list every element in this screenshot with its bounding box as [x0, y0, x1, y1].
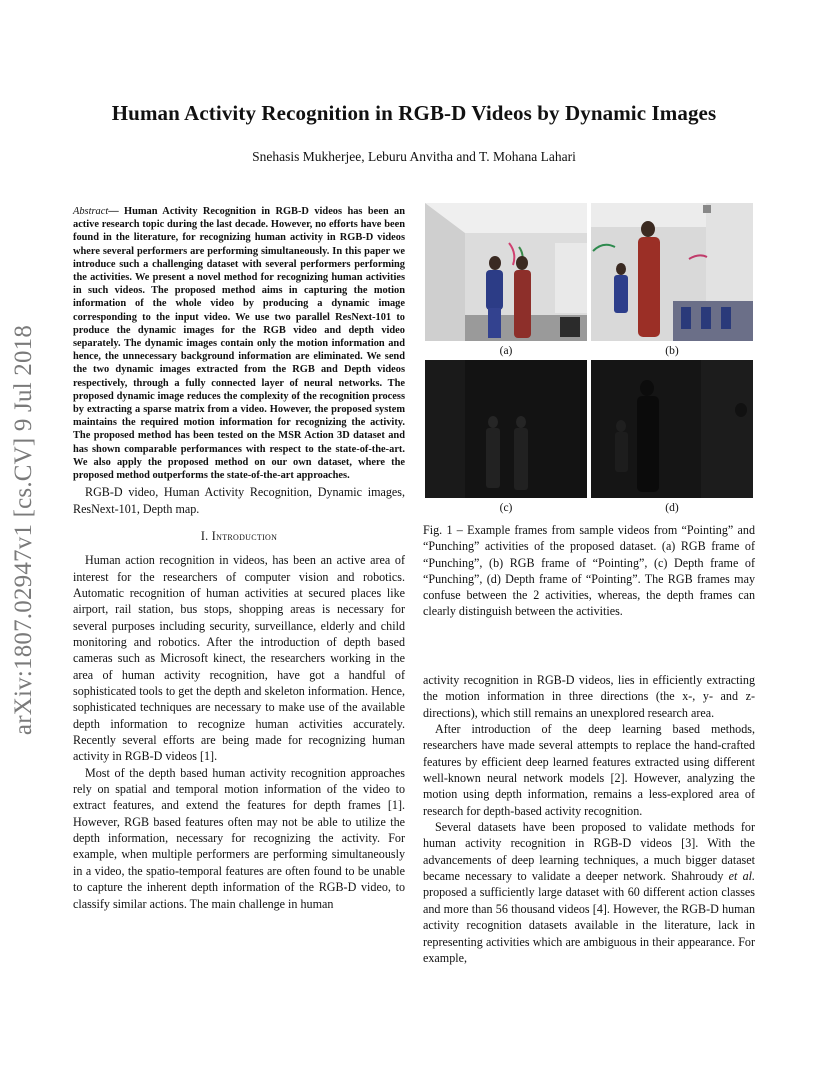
right-paragraph-1: activity recognition in RGB-D videos, lies in efficiently extracting the motion information in three directions (the x-, y- and z-directions), which still remains an unexplored research area.: [423, 673, 755, 720]
figure-frame-d-depth-pointing: [591, 360, 753, 498]
paper-authors: Snehasis Mukherjee, Leburu Anvitha and T. Mohana Lahari: [252, 149, 576, 164]
subfigure-label-c: (c): [499, 502, 513, 514]
right-paragraph-3-text-a: Several datasets have been proposed to validate methods for human activity recognition in RGB-D videos [3]. With the advancements of deep learning techniques, a much bigger dataset became necessary to validate a deeper network. Shahroudy: [423, 820, 755, 884]
paper-title: Human Activity Recognition in RGB-D Videos by Dynamic Images: [111, 101, 717, 125]
arxiv-watermark: [2, 300, 46, 760]
right-paragraph-3-etal: et al.: [728, 869, 756, 884]
subfigure-label-a: (a): [499, 345, 513, 357]
right-paragraph-3: [423, 819, 755, 966]
section-heading-introduction: I. Introduction: [200, 528, 278, 543]
abstract-text: — Human Activity Recognition in RGB-D videos has been an active research topic during the last decade. However, no efforts have been found in the literature, for recognizing human activity in RGB-D videos where several performers are performing simultaneously. In this paper we introduce such a challenging dataset with several performers performing the activities. We present a novel method for recognizing human activities in such videos. The proposed method aims in capturing the motion information of the whole video by producing a dynamic image corresponding to the input video. We use two parallel ResNext-101 to produce the dynamic images for the RGB video and depth video separately. The dynamic images contain only the motion information and hence, the unnecessary background information are eliminated. We send the two dynamic images extracted from the RGB and Depth videos respectively, through a fully connected layer of neural networks. The proposed dynamic image reduces the complexity of the recognition process by extracting a sparse matrix from a video. However, the proposed system maintains the required motion information for recognizing the activity. The proposed method has been tested on the MSR Action 3D dataset and has shown comparable performances with respect to the state-of-the-art. We also apply the proposed method on our own dataset, where the proposed method outperforms the state-of-the-art approaches.: [73, 206, 405, 482]
figure-frame-c-depth-punching: [425, 360, 587, 498]
figure-frame-a-rgb-punching: [425, 203, 587, 341]
right-column: [423, 672, 755, 966]
figure-frame-b-rgb-pointing: [591, 203, 753, 341]
figure-1-caption: Fig. 1 – Example frames from sample videos from “Pointing” and “Punching” activities of the proposed dataset. (a) RGB frame of “Punching”, (b) RGB frame of “Pointing”, (c) Depth frame of “Punching”, (d) Depth frame of “Pointing”. The RGB frames may confuse between the 2 activities, whereas, the depth frames can clearly distinguish between the activities.: [423, 523, 755, 619]
right-paragraph-3-text-b: proposed a sufficiently large dataset with 60 different action classes and more than 56 thousand videos [4]. However, the RGB-D human activity recognition datasets available in the literature, lack in representing activities which are ambiguous in their appearance. For example,: [423, 885, 755, 965]
abstract: [73, 205, 405, 482]
left-column: [73, 205, 405, 912]
intro-paragraph-1: Human action recognition in videos, has been an active area of interest for the researchers of computer vision and robotics. Automatic recognition of human activities at secured places like airport, rail station, bus stops, shopping areas is necessary for several purposes including security, surveillance, elderly and child monitoring and robotics. After the introduction of depth based cameras such as Microsoft kinect, the researchers working in the area of human activity recognition, have got a handful of sophisticated tools to get the depth and skeleton information. Hence, sophisticated techniques are necessary to make use of the available depth information to recognize human activities accurately. Recently several efforts are being made for recognizing human activity in RGB-D videos [1].: [73, 553, 405, 764]
index-terms: RGB-D video, Human Activity Recognition, Dynamic images, ResNext-101, Depth map.: [73, 485, 405, 516]
right-paragraph-2: After introduction of the deep learning based methods, researchers have made several attempts to replace the hand-crafted features by efficient deep learned features extracted using different well-known neural network models [2]. However, analyzing the motion using depth information, remains a less-explored area of research for depth-based activity recognition.: [423, 722, 755, 818]
intro-paragraph-2: Most of the depth based human activity recognition approaches rely on spatial and temporal motion information of the video to extract features, and extend the features for depth frames [1]. However, RGB based features often may not be able to utilize the depth information, necessary for recognizing the activity. For example, when multiple performers are performing simultaneously in a video, the spatio-temporal features are often found to be unable to capture the inherent depth information of the RGB-D video, to classify similar actions. The main challenge in human: [73, 765, 405, 911]
arxiv-watermark-text: arXiv:1807.02947v1 [cs.CV] 9 Jul 2018: [10, 324, 37, 736]
subfigure-label-d: (d): [665, 502, 679, 514]
figure-1-grid: [425, 203, 753, 519]
subfigure-label-b: (b): [665, 345, 679, 357]
abstract-lead: Abstract: [73, 206, 109, 217]
